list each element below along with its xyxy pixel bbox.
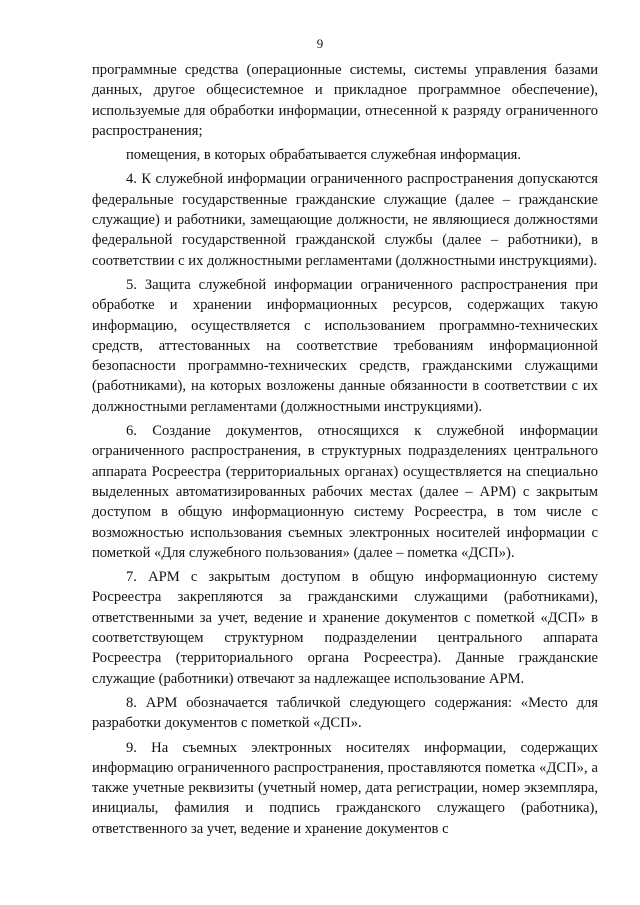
paragraph-9: 9. На съемных электронных носителях информации, содержащих информацию ограниченного распространения, проставляются пометка «ДСП», а также учетные реквизиты (учетный номер, дата регистрации, номер экземпляра, инициалы, фамилия и подпись гражданского служащего (работника), ответственного за учет, ведение и хранение документов с [92,739,598,837]
paragraph-8: 8. АРМ обозначается табличкой следующего содержания: «Место для разработки документов с пометкой «ДСП». [92,694,598,732]
paragraph-4: 4. К служебной информации ограниченного распространения допускаются федеральные государственные гражданские служащие (далее – гражданские служащие) и работники, замещающие должности, не являющиеся должностями федеральной государственной гражданской службы (далее – работники), в соответствии с их должностными регламентами (должностными инструкциями). [92,171,598,269]
document-body [92,60,598,843]
paragraph-5: 5. Защита служебной информации ограниченного распространения при обработке и хранении информационных ресурсов, содержащих такую информацию, осуществляется с использованием программно-технических средств, аттестованных на соответствие требованиям информационной безопасности программно-технических средств, гражданскими служащими (работниками), на которых возложены данные обязанности в соответствии с их должностными регламентами (должностными инструкциями). [92,276,598,415]
page-number: 9 [316,36,324,51]
list-continuation-software: программные средства (операционные системы, системы управления базами данных, другое общесистемное и прикладное программное обеспечение), используемые для обработки информации, отнесенной к разряду ограниченного распространения; [92,62,598,139]
list-item-premises: помещения, в которых обрабатывается служебная информация. [126,147,522,164]
paragraph-7: 7. АРМ с закрытым доступом в общую информационную систему Росреестра закрепляются за гражданскими служащими (работниками), ответственными за учет, ведение и хранение документов с пометкой «ДСП» в соответствующем структурном подразделении центрального аппарата Росреестра (территориального органа Росреестра). Данные гражданские служащие (работники) отвечают за надлежащее использование АРМ. [92,569,598,687]
paragraph-6: 6. Создание документов, относящихся к служебной информации ограниченного распространения, в структурных подразделениях центрального аппарата Росреестра (территориальных органах) осуществляется на специально выделенных автоматизированных рабочих местах (далее – АРМ) с закрытым доступом в общую информационную систему Росреестра, в том числе с возможностью использования съемных электронных носителей информации с пометкой «Для служебного пользования» (далее – пометка «ДСП»). [92,423,598,561]
